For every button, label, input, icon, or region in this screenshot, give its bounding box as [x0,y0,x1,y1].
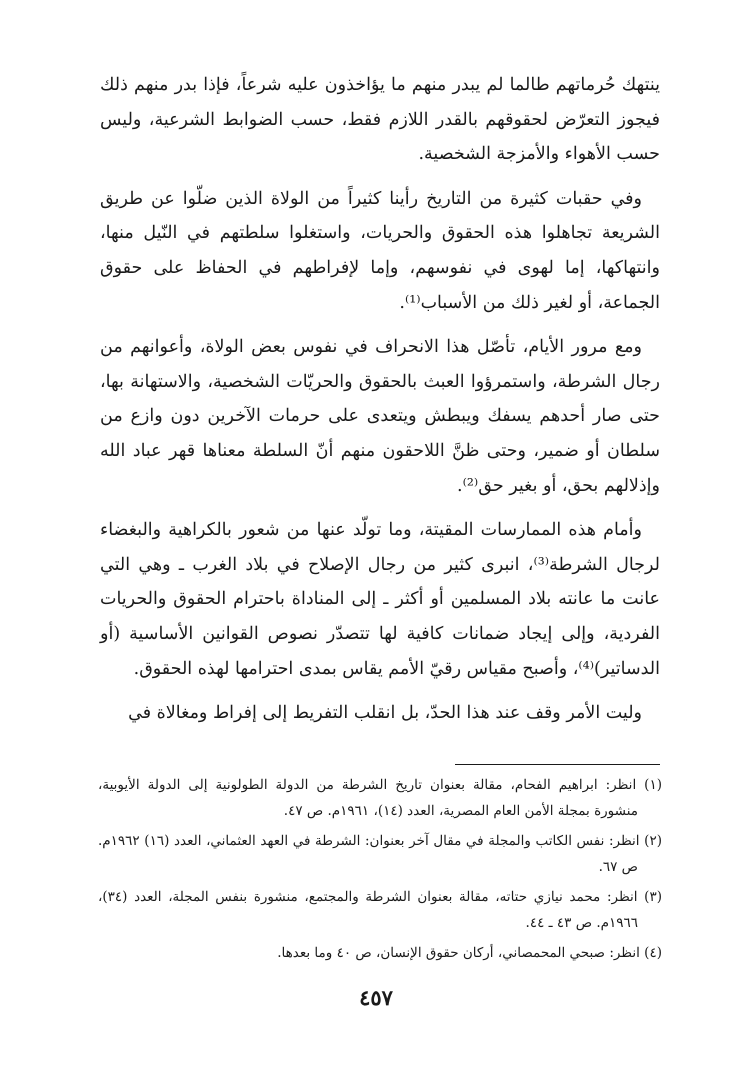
paragraph: وأمام هذه الممارسات المقيتة، وما تولّد عنها من شعور بالكراهية والبغضاء لرجال الشرطة⁽³⁾، انبرى كثير من رجال الإصلاح في بلاد الغرب ـ وهي التي عانت ما عانته بلاد المسلمين أو أكثر ـ إلى المناداة باحترام الحقوق والحريات الفردية، وإلى إيجاد ضمانات كافية لها تتصدّر نصوص القوانين الأساسية (أو الدساتير)⁽⁴⁾، وأصبح مقياس رقيّ الأمم يقاس بمدى احترامها لهذه الحقوق. [100,520,660,679]
footnote-separator [455,764,660,765]
footnote: (٣) انظر: محمد نيازي حتاته، مقالة بعنوان الشرطة والمجتمع، منشورة بنفس المجلة، العدد (٣٤)، ١٩٦٦م. ص ٤٣ ـ ٤٤. [98,889,662,931]
paragraph: ينتهك حُرماتهم طالما لم يبدر منهم ما يؤاخذون عليه شرعاً، فإذا بدر منهم ذلك فيجوز التعرّض لحقوقهم بالقدر اللازم فقط، حسب الضوابط الشرعية، وليس حسب الأهواء والأمزجة الشخصية. [100,75,660,165]
footnote: (١) انظر: ابراهيم الفحام، مقالة بعنوان تاريخ الشرطة من الدولة الطولونية إلى الدولة الأيوبية، منشورة بمجلة الأمن العام المصرية، العدد (١٤)، ١٩٦١م. ص ٤٧. [98,777,662,819]
main-text [100,68,660,741]
paragraph: وفي حقبات كثيرة من التاريخ رأينا كثيراً من الولاة الذين ضلّوا عن طريق الشريعة تجاهلوا هذه الحقوق والحريات، واستغلوا سلطتهم في النّيل منها، وانتهاكها، إما لهوى في نفوسهم، وإما لإفراطهم في الحفاظ على حقوق الجماعة، أو لغير ذلك من الأسباب⁽¹⁾. [100,188,660,313]
footnotes [98,772,662,970]
footnote: (٢) انظر: نفس الكاتب والمجلة في مقال آخر بعنوان: الشرطة في العهد العثماني، العدد (١٦) ١٩٦٢م. ص ٦٧. [98,833,662,875]
footnote: (٤) انظر: صبحي المحمصاني، أركان حقوق الإنسان، ص ٤٠ وما بعدها. [277,945,662,961]
paragraph: وليت الأمر وقف عند هذا الحدّ، بل انقلب التفريط إلى إفراط ومغالاة في [128,703,642,724]
page-number: ٤٥٧ [359,985,393,1010]
paragraph: ومع مرور الأيام، تأصّل هذا الانحراف في نفوس بعض الولاة، وأعوانهم من رجال الشرطة، واستمرؤوا العبث بالحقوق والحريّات الشخصية، والاستهانة بها، حتى صار أحدهم يسفك ويبطش ويتعدى على حرمات الآخرين دون وازع من سلطان أو ضمير، وحتى ظنَّ اللاحقون منهم أنّ السلطة معناها قهر عباد الله وإذلالهم بحق، أو بغير حق⁽²⁾. [100,337,660,496]
